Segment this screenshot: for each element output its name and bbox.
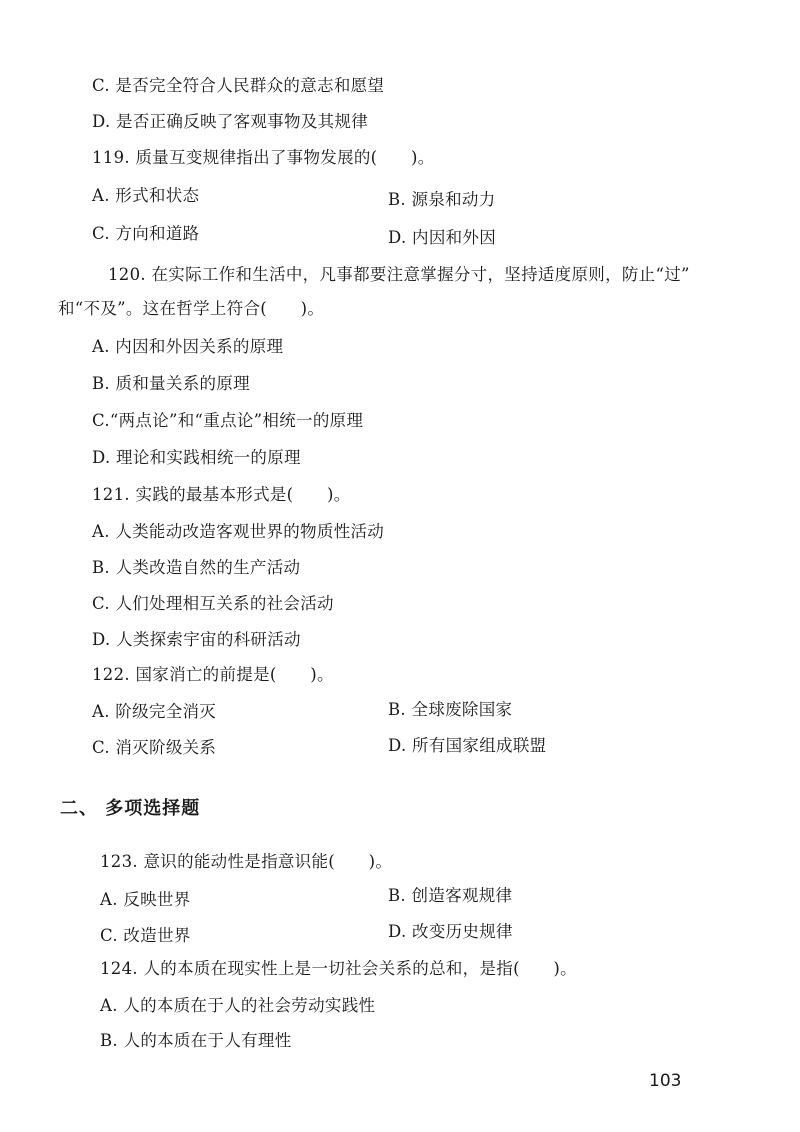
q122-option-b: B. 全球废除国家: [388, 700, 513, 719]
q122-stem: 122. 国家消亡的前提是( )。: [92, 665, 334, 684]
q120-option-b: B. 质和量关系的原理: [92, 374, 250, 393]
q118-option-c: C. 是否完全符合人民群众的意志和愿望: [92, 76, 385, 95]
q121-option-b: B. 人类改造自然的生产活动: [92, 558, 301, 577]
section-title-multiple-choice: 二、 多项选择题: [60, 798, 201, 819]
page-number: 103: [649, 1071, 682, 1091]
q123-option-b: B. 创造客观规律: [388, 886, 513, 905]
q122-option-c: C. 消灭阶级关系: [92, 738, 217, 757]
q119-option-a: A. 形式和状态: [92, 186, 200, 205]
q124-stem: 124. 人的本质在现实性上是一切社会关系的总和，是指( )。: [100, 959, 577, 978]
q120-stem-line1: 120. 在实际工作和生活中，凡事都要注意掌握分寸，坚持适度原则，防止“过”: [108, 265, 690, 284]
q119-option-d: D. 内因和外因: [388, 228, 497, 247]
q123-stem: 123. 意识的能动性是指意识能( )。: [100, 852, 393, 871]
q118-option-d: D. 是否正确反映了客观事物及其规律: [92, 112, 369, 131]
q120-option-c: C.“两点论”和“重点论”相统一的原理: [92, 411, 364, 430]
q119-option-b: B. 源泉和动力: [388, 190, 496, 209]
q120-stem-line2: 和“不及”。这在哲学上符合( )。: [58, 299, 325, 318]
q119-stem: 119. 质量互变规律指出了事物发展的( )。: [92, 148, 435, 167]
q119-option-c: C. 方向和道路: [92, 224, 200, 243]
q121-stem: 121. 实践的最基本形式是( )。: [92, 485, 351, 504]
q120-option-d: D. 理论和实践相统一的原理: [92, 448, 301, 467]
q120-option-a: A. 内因和外因关系的原理: [92, 337, 284, 356]
q122-option-d: D. 所有国家组成联盟: [388, 736, 547, 755]
q121-option-a: A. 人类能动改造客观世界的物质性活动: [92, 522, 385, 541]
q123-option-d: D. 改变历史规律: [388, 922, 513, 941]
q123-option-a: A. 反映世界: [100, 890, 191, 909]
q121-option-d: D. 人类探索宇宙的科研活动: [92, 630, 301, 649]
q121-option-c: C. 人们处理相互关系的社会活动: [92, 594, 334, 613]
q124-option-b: B. 人的本质在于人有理性: [100, 1031, 292, 1050]
q123-option-c: C. 改造世界: [100, 926, 191, 945]
q124-option-a: A. 人的本质在于人的社会劳动实践性: [100, 996, 376, 1015]
q122-option-a: A. 阶级完全消灭: [92, 702, 217, 721]
